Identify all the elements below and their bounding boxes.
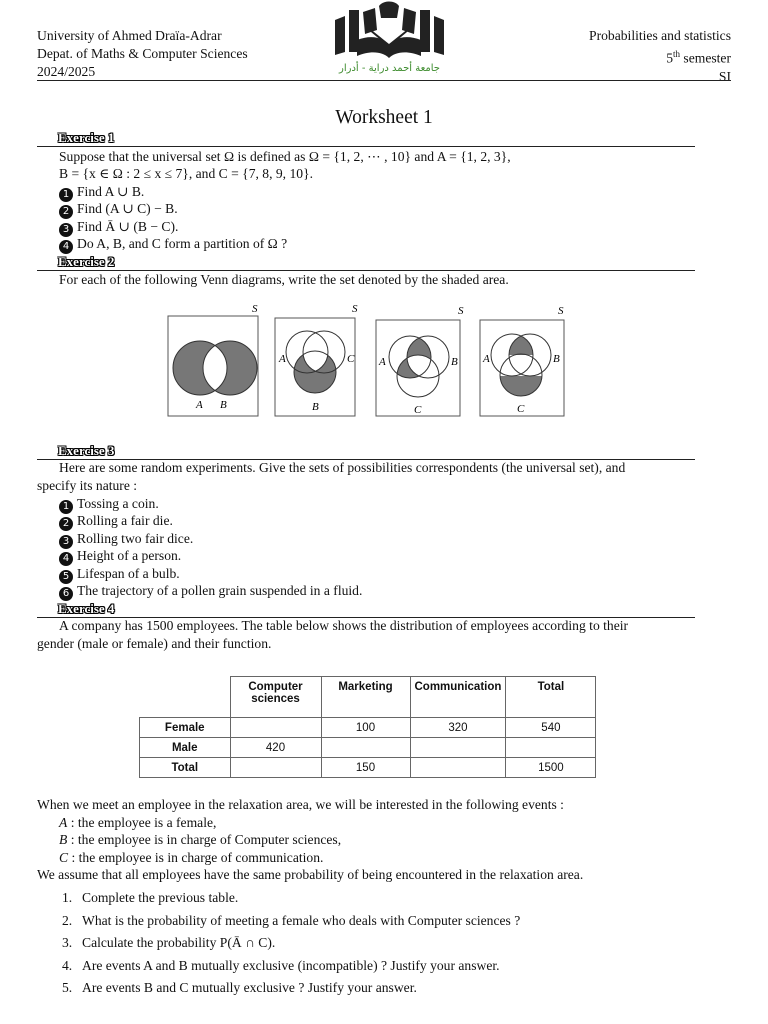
- exercise-3-item: 5 Lifespan of a bulb.: [37, 565, 695, 584]
- exercise-3-heading: Exercise 3: [58, 443, 115, 458]
- venn-diagram-1: [168, 303, 258, 416]
- table-row: [140, 758, 596, 778]
- row-header: Male: [140, 738, 231, 758]
- question-item: 2. What is the probability of meeting a female who deals with Computer sciences ?: [62, 912, 521, 928]
- table-corner: [140, 677, 231, 718]
- table-cell: [230, 758, 321, 778]
- university-name: University of Ahmed Draïa-Adrar: [37, 28, 222, 43]
- table-cell: 150: [321, 758, 410, 778]
- svg-text:C: C: [414, 404, 422, 416]
- table-cell: [410, 738, 506, 758]
- exercise-3-text-2: specify its nature :: [37, 478, 138, 493]
- semester: 5th semester: [666, 49, 731, 66]
- svg-text:B: B: [220, 399, 227, 411]
- question-item: 1. Complete the previous table.: [62, 890, 239, 905]
- academic-year: 2024/2025: [37, 64, 96, 79]
- exercise-2-heading: Exercise 2: [58, 254, 115, 269]
- table-header-row: [140, 677, 596, 718]
- exercise-1-rule: [37, 146, 695, 147]
- event-item: C : the employee is in charge of communication.: [59, 850, 324, 865]
- svg-text:B: B: [451, 356, 458, 368]
- table-cell: 420: [230, 738, 321, 758]
- table-row: [140, 738, 596, 758]
- header-cell: Marketing: [321, 677, 410, 718]
- table-cell: 100: [321, 718, 410, 738]
- table-cell: 1500: [506, 758, 596, 778]
- event-item: B : the employee is in charge of Computer sciences,: [59, 832, 342, 847]
- svg-text:A: A: [483, 353, 490, 365]
- logo-text: جامعة أحمد دراية - أدرار: [339, 63, 440, 74]
- svg-text:S: S: [352, 303, 358, 315]
- header-divider: [37, 80, 731, 81]
- row-header: Female: [140, 718, 231, 738]
- svg-text:C: C: [517, 403, 525, 415]
- event-item: A : the employee is a female,: [59, 815, 217, 830]
- svg-text:A: A: [196, 399, 203, 411]
- svg-text:S: S: [252, 303, 258, 315]
- table-cell: [506, 738, 596, 758]
- exercise-3-item: 1 Tossing a coin.: [37, 495, 695, 514]
- distribution-table: [139, 676, 596, 778]
- question-item: 4. Are events A and B mutually exclusive (incompatible) ? Justify your answer.: [62, 957, 500, 973]
- course-block: [589, 27, 731, 86]
- header-cell: Communication: [410, 677, 506, 718]
- venn-diagram-3: [376, 305, 464, 416]
- exercise-3-item: 4 Height of a person.: [37, 547, 695, 566]
- exercise-1-item: 3 Find Ā ∪ (B − C).: [37, 218, 695, 237]
- svg-text:A: A: [379, 356, 386, 368]
- table-cell: [410, 758, 506, 778]
- exercise-1-heading: Exercise 1: [58, 130, 115, 145]
- question-item: 3. Calculate the probability P(Ā ∩ C).: [62, 935, 276, 950]
- exercise-2-text: For each of the following Venn diagrams, write the set denoted by the shaded area.: [59, 272, 509, 287]
- program: SI: [718, 68, 731, 84]
- svg-text:C: C: [347, 353, 355, 365]
- exercise-1-item: 1 Find A ∪ B.: [37, 183, 695, 202]
- exercise-3-item: 6 The trajectory of a pollen grain suspended in a fluid.: [37, 582, 695, 601]
- exercise-3-item: 2 Rolling a fair die.: [37, 512, 695, 531]
- assumption-text: We assume that all employees have the same probability of being encountered in the relaxation area.: [37, 867, 584, 882]
- course-name: Probabilities and statistics: [589, 28, 731, 43]
- svg-text:B: B: [553, 353, 560, 365]
- table-cell: [230, 718, 321, 738]
- exercise-1-intro-2: B = {x ∈ Ω : 2 ≤ x ≤ 7}, and C = {7, 8, 9, 10}.: [59, 166, 313, 181]
- questions-list: [62, 887, 520, 1000]
- svg-text:B: B: [312, 401, 319, 413]
- worksheet-title: Worksheet 1: [335, 107, 433, 128]
- table-cell: 320: [410, 718, 506, 738]
- venn-diagram-4: [480, 305, 564, 416]
- institution-block: [37, 27, 248, 81]
- table-cell: [321, 738, 410, 758]
- svg-text:S: S: [458, 305, 464, 317]
- svg-text:S: S: [558, 305, 564, 317]
- venn-diagram-2: [275, 303, 358, 416]
- svg-text:A: A: [279, 353, 286, 365]
- header-cell: Total: [506, 677, 596, 718]
- header-cell: Computer sciences: [230, 677, 321, 718]
- exercise-3-item: 3 Rolling two fair dice.: [37, 530, 695, 549]
- events-intro: When we meet an employee in the relaxation area, we will be interested in the following events :: [37, 797, 564, 812]
- exercise-1-item: 2 Find (A ∪ C) − B.: [37, 200, 695, 219]
- exercise-4-heading: Exercise 4: [58, 601, 115, 616]
- table-row: [140, 718, 596, 738]
- table-cell: 540: [506, 718, 596, 738]
- exercise-1-intro-1: Suppose that the universal set Ω is defined as Ω = {1, 2, ⋯ , 10} and A = {1, 2, 3},: [59, 149, 511, 164]
- exercise-4-text-2: gender (male or female) and their function.: [37, 636, 272, 651]
- venn-diagrams: [160, 300, 580, 420]
- row-header: Total: [140, 758, 231, 778]
- question-item: 5. Are events B and C mutually exclusive ? Justify your answer.: [62, 980, 417, 995]
- exercise-4-text-1: A company has 1500 employees. The table below shows the distribution of employees according to their: [59, 618, 629, 633]
- exercise-3-text-1: Here are some random experiments. Give the sets of possibilities correspondents (the universal set), and: [59, 460, 626, 475]
- department-name: Depat. of Maths & Computer Sciences: [37, 46, 248, 61]
- exercise-1-item: 4 Do A, B, and C form a partition of Ω ?: [37, 235, 695, 254]
- university-logo: [327, 0, 452, 78]
